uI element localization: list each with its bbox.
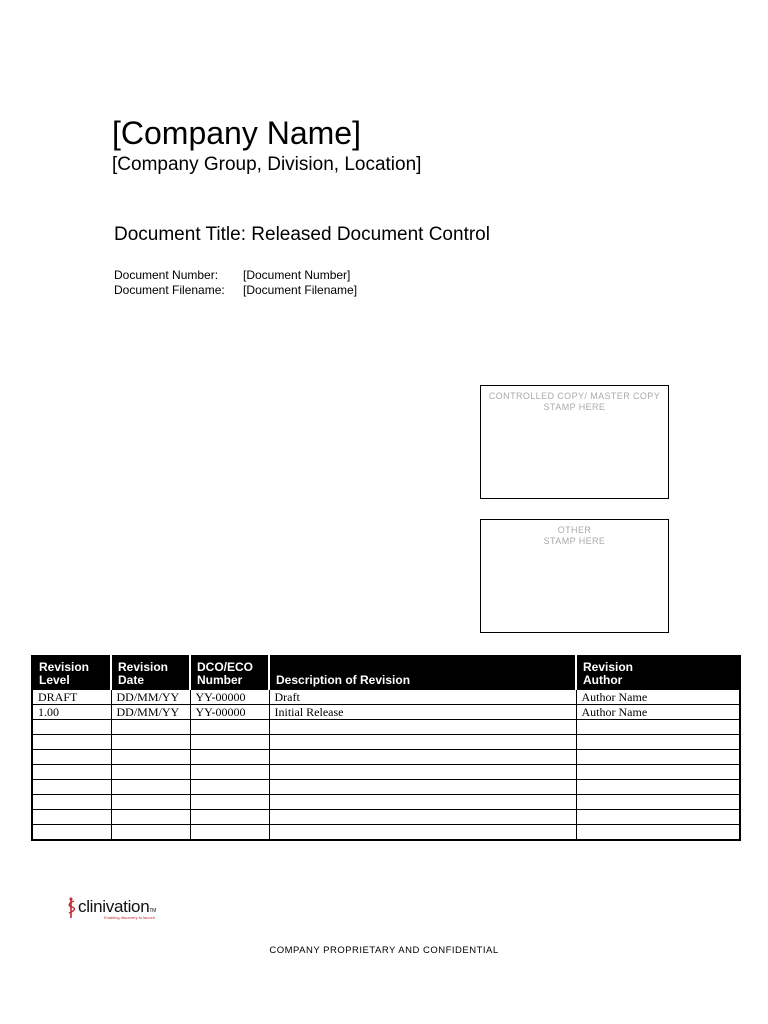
empty-cell [190, 810, 269, 825]
document-filename-label: Document Filename: [114, 283, 225, 297]
empty-cell [111, 825, 190, 841]
empty-table-row [32, 765, 740, 780]
empty-cell [269, 780, 576, 795]
empty-cell [32, 720, 111, 735]
empty-cell [269, 825, 576, 841]
empty-table-row [32, 825, 740, 841]
empty-cell [190, 795, 269, 810]
empty-cell [269, 750, 576, 765]
empty-table-row [32, 780, 740, 795]
empty-cell [111, 735, 190, 750]
empty-cell [32, 780, 111, 795]
header-description: Description of Revision [269, 656, 576, 690]
cell-revision-author: Author Name [576, 690, 740, 705]
empty-cell [32, 735, 111, 750]
cell-description: Draft [269, 690, 576, 705]
document-number-label: Document Number: [114, 268, 219, 282]
header-revision-level: Revision Level [32, 656, 111, 690]
other-stamp-box [480, 519, 669, 633]
header-revision-date: Revision Date [111, 656, 190, 690]
empty-cell [576, 810, 740, 825]
empty-table-row [32, 750, 740, 765]
empty-cell [269, 810, 576, 825]
empty-table-row [32, 735, 740, 750]
empty-cell [190, 750, 269, 765]
company-name: [Company Name] [112, 115, 361, 151]
logo-trademark: TM [149, 908, 156, 914]
logo-tagline: Enabling discovery to launch [104, 915, 155, 920]
other-stamp-line1: OTHER [557, 525, 592, 535]
empty-cell [111, 810, 190, 825]
document-title-value: Released Document Control [251, 224, 490, 245]
empty-cell [576, 735, 740, 750]
empty-cell [111, 765, 190, 780]
empty-cell [269, 795, 576, 810]
cell-dco-eco-number: YY-00000 [190, 705, 269, 720]
empty-cell [111, 720, 190, 735]
empty-cell [190, 720, 269, 735]
cell-revision-level: DRAFT [32, 690, 111, 705]
cell-description: Initial Release [269, 705, 576, 720]
table-row [32, 705, 740, 720]
empty-cell [190, 825, 269, 841]
empty-cell [576, 795, 740, 810]
empty-cell [32, 765, 111, 780]
header-revision-author: Revision Author [576, 656, 740, 690]
empty-cell [576, 765, 740, 780]
controlled-copy-stamp-line1: CONTROLLED COPY/ MASTER COPY [488, 391, 661, 401]
empty-cell [32, 825, 111, 841]
empty-cell [190, 780, 269, 795]
empty-table-row [32, 810, 740, 825]
empty-cell [190, 765, 269, 780]
empty-table-row [32, 720, 740, 735]
document-title [114, 223, 490, 247]
empty-cell [111, 780, 190, 795]
empty-cell [576, 825, 740, 841]
cell-revision-date: DD/MM/YY [111, 690, 190, 705]
footer-confidential: COMPANY PROPRIETARY AND CONFIDENTIAL [269, 945, 499, 956]
table-row [32, 690, 740, 705]
document-number-value: [Document Number] [243, 268, 351, 282]
cell-revision-level: 1.00 [32, 705, 111, 720]
controlled-copy-stamp-box [480, 385, 669, 499]
revision-table [31, 655, 741, 841]
empty-cell [576, 720, 740, 735]
header-dco-eco-number: DCO/ECO Number [190, 656, 269, 690]
empty-cell [576, 780, 740, 795]
other-stamp-line2: STAMP HERE [543, 536, 606, 546]
company-group: [Company Group, Division, Location] [112, 154, 422, 175]
caduceus-icon [66, 897, 78, 919]
document-filename-value: [Document Filename] [243, 283, 358, 297]
empty-cell [32, 750, 111, 765]
empty-cell [269, 765, 576, 780]
empty-cell [269, 720, 576, 735]
cell-dco-eco-number: YY-00000 [190, 690, 269, 705]
empty-cell [190, 735, 269, 750]
document-number-row [114, 268, 350, 283]
document-title-label: Document Title: [114, 224, 246, 245]
empty-cell [32, 810, 111, 825]
empty-cell [576, 750, 740, 765]
empty-table-row [32, 795, 740, 810]
controlled-copy-stamp-line2: STAMP HERE [543, 402, 606, 412]
empty-cell [111, 795, 190, 810]
document-filename-row [114, 283, 357, 298]
cell-revision-date: DD/MM/YY [111, 705, 190, 720]
cell-revision-author: Author Name [576, 705, 740, 720]
logo-brand: clinivationTM [78, 897, 156, 916]
empty-cell [32, 795, 111, 810]
empty-cell [111, 750, 190, 765]
revision-table-header [32, 656, 740, 690]
empty-cell [269, 735, 576, 750]
